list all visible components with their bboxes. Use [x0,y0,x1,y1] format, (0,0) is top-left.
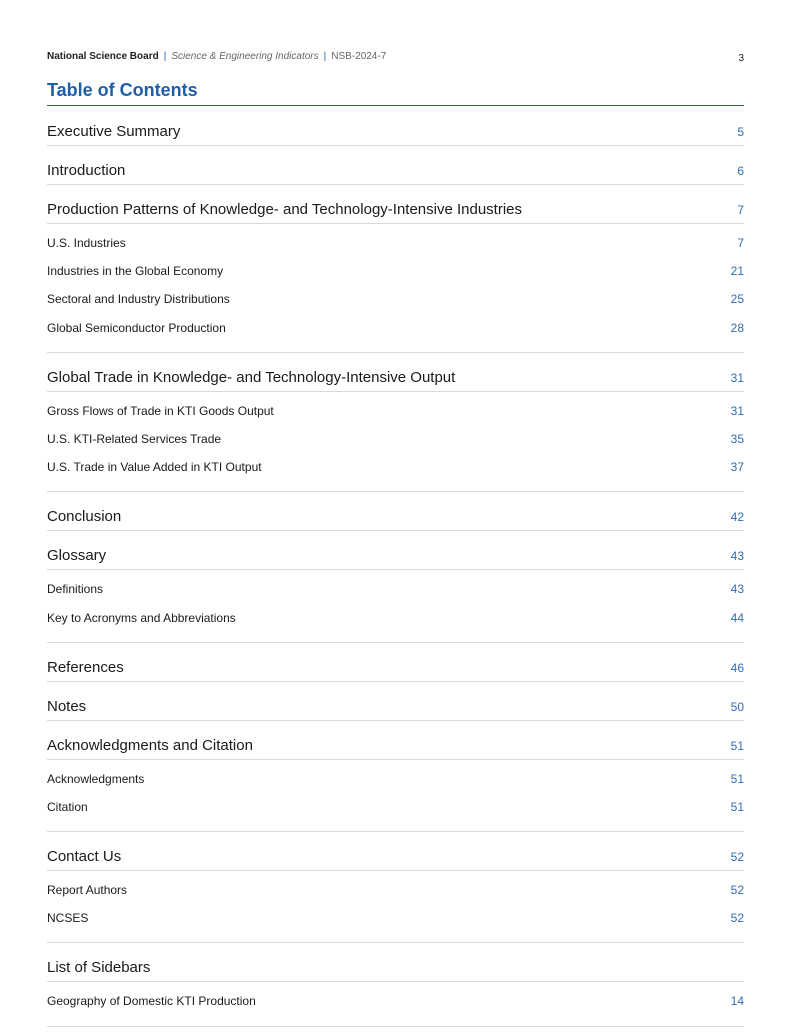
toc-subsection-link[interactable] [47,793,744,821]
header-separator: | [163,51,167,62]
toc-section-link[interactable] [47,360,744,392]
toc-subsection-link[interactable] [47,453,744,481]
toc-section-link[interactable] [47,650,744,682]
toc-section-title: Contact Us [47,848,122,866]
header-separator: | [323,51,327,62]
page-number: 3 [738,53,744,64]
toc-section-title: Conclusion [47,508,122,526]
toc-subsection-title: Acknowledgments [47,771,145,786]
toc-subsection-list [47,224,744,353]
toc-section-link[interactable] [47,499,744,531]
page-header [47,50,744,64]
toc-section-link[interactable] [47,950,744,982]
toc-section-page: 51 [730,738,744,753]
toc-subsection-list [47,392,744,493]
header-org: National Science Board [47,51,159,62]
toc-subsection-page: 43 [730,582,744,597]
toc-subsection-title: Citation [47,799,88,814]
toc-subsection-title: Sectoral and Industry Distributions [47,292,230,307]
toc-subsection-link[interactable] [47,604,744,632]
toc-subsection-title: Definitions [47,582,104,597]
toc-subsection-link[interactable] [47,904,744,932]
toc-section-page: 31 [730,370,744,385]
toc-section-link[interactable] [47,192,744,224]
toc-section-page: 50 [730,699,744,714]
toc-subsection-link[interactable] [47,765,744,793]
toc-subsection-list [47,760,744,832]
toc-subsection-title: Geography of Domestic KTI Production [47,994,256,1009]
toc-subsection-page: 25 [730,292,744,307]
toc-subsection-title: Gross Flows of Trade in KTI Goods Output [47,403,274,418]
toc-subsection-link[interactable] [47,876,744,904]
toc-section-title: References [47,658,124,676]
toc-subsection-title: Global Semiconductor Production [47,320,226,335]
toc-subsection-title: Industries in the Global Economy [47,264,224,279]
toc-section-link[interactable] [47,538,744,570]
table-of-contents [47,114,744,1034]
toc-subsection-page: 28 [730,320,744,335]
toc-subsection-link[interactable] [47,257,744,285]
toc-subsection-page: 35 [730,431,744,446]
toc-section-link[interactable] [47,114,744,146]
toc-subsection-page: 44 [730,610,744,625]
toc-subsection-page: 37 [730,460,744,475]
toc-subsection-link[interactable] [47,425,744,453]
toc-subsection-list [47,982,744,1026]
toc-subsection-title: U.S. KTI-Related Services Trade [47,431,222,446]
toc-section-title: Glossary [47,547,107,565]
toc-section-title: Executive Summary [47,123,181,140]
toc-title: Table of Contents [47,79,744,106]
toc-subsection-title: U.S. Industries [47,236,126,250]
toc-section-title: Acknowledgments and Citation [47,736,253,754]
toc-subsection-page: 7 [737,236,744,250]
toc-subsection-page: 14 [730,994,744,1009]
toc-section-page: 7 [737,203,744,217]
toc-subsection-page: 52 [730,883,744,898]
toc-section-title: Global Trade in Knowledge- and Technology-Intensive Output [47,368,456,386]
toc-section-title: Introduction [47,162,126,179]
toc-subsection-page: 21 [730,264,744,279]
toc-section-title: Production Patterns of Knowledge- and Technology-Intensive Industries [47,201,523,218]
toc-subsection-link[interactable] [47,397,744,425]
header-publication: Science & Engineering Indicators [171,51,319,62]
toc-section-page: 52 [730,850,744,865]
toc-subsection-list [47,871,744,943]
toc-subsection-page: 51 [730,771,744,786]
toc-subsection-link[interactable] [47,229,744,257]
toc-subsection-page: 52 [730,911,744,926]
toc-section-page: 5 [737,125,744,139]
toc-subsection-title: Report Authors [47,883,128,898]
toc-section-page: 43 [730,549,744,564]
toc-section-link[interactable] [47,839,744,871]
toc-section-title: List of Sidebars [47,959,151,977]
toc-subsection-title: NCSES [47,911,89,926]
toc-section-link[interactable] [47,689,744,721]
toc-section-page: 46 [730,660,744,675]
toc-section-page: 6 [737,164,744,178]
header-code: NSB-2024-7 [331,51,387,62]
toc-subsection-link[interactable] [47,285,744,313]
toc-subsection-title: Key to Acronyms and Abbreviations [47,610,236,625]
toc-section-page: 42 [730,510,744,525]
toc-subsection-title: U.S. Trade in Value Added in KTI Output [47,460,262,475]
toc-section-link[interactable] [47,153,744,185]
toc-section-title: Notes [47,697,87,715]
toc-subsection-link[interactable] [47,575,744,603]
toc-section-link[interactable] [47,728,744,760]
toc-subsection-link[interactable] [47,314,744,342]
toc-subsection-link[interactable] [47,987,744,1015]
toc-subsection-page: 51 [730,799,744,814]
toc-subsection-page: 31 [730,403,744,418]
toc-subsection-list [47,570,744,642]
